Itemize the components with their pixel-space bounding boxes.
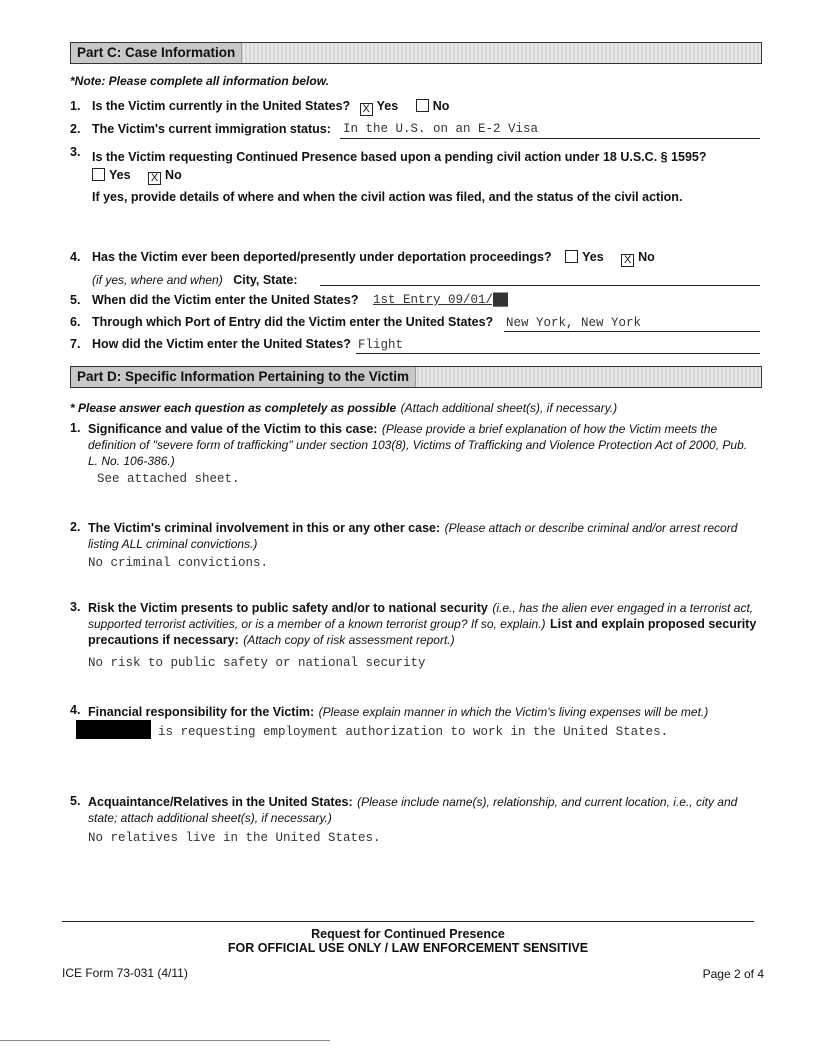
d-q4-hint: (Please explain manner in which the Victim's living expenses will be met.) (318, 705, 709, 719)
c-q7-label: How did the Victim enter the United States? (92, 337, 351, 351)
c-q7-answer[interactable]: Flight (358, 338, 404, 352)
c-q6-underline (504, 331, 760, 332)
c-q1-no-checkbox[interactable] (416, 99, 429, 112)
d-q2-hint: (Please attach or describe criminal and/or arrest record listing ALL criminal convictions.) (88, 521, 738, 551)
d-q5-label: Acquaintance/Relatives in the United States: (88, 795, 353, 809)
c-q2-underline (340, 138, 760, 139)
footer-form-id: ICE Form 73-031 (4/11) (62, 966, 188, 980)
d-q4-label: Financial responsibility for the Victim: (88, 705, 315, 719)
d-q3-hint: (i.e., has the alien ever engaged in a terrorist act, supported terrorist activities, or is a member of a known terrorist group? If so, explain.) (88, 601, 754, 631)
c-q1 (92, 99, 449, 116)
part-c-title: Part C: Case Information (71, 43, 242, 63)
d-q4-text (88, 703, 708, 721)
c-q4-label: Has the Victim ever been deported/presently under deportation proceedings? (92, 250, 552, 264)
d-q3-hint2: (Attach copy of risk assessment report.) (243, 633, 455, 647)
c-q3-followup: If yes, provide details of where and when the civil action was filed, and the status of the civil action. (92, 190, 683, 204)
c-q3-options (86, 168, 182, 185)
c-q3-yes-checkbox[interactable] (92, 168, 105, 181)
d-q3-label: Risk the Victim presents to public safety and/or to national security (88, 601, 488, 615)
c-q5-label: When did the Victim enter the United States? (92, 293, 359, 307)
c-q6-number: 6. (70, 315, 81, 329)
footer-title: Request for Continued Presence (311, 927, 505, 941)
part-d-header (70, 366, 762, 388)
c-q4-city-state-label: City, State: (233, 273, 298, 287)
d-q1-answer[interactable]: See attached sheet. (97, 472, 240, 486)
c-q4-no-label: No (638, 250, 655, 264)
scan-edge (0, 1040, 330, 1041)
d-q1-label: Significance and value of the Victim to this case: (88, 422, 378, 436)
d-q4-answer[interactable]: is requesting employment authorization to work in the United States. (158, 725, 669, 739)
c-q1-number: 1. (70, 99, 81, 113)
c-q2-answer[interactable]: In the U.S. on an E-2 Visa (343, 122, 539, 136)
footer-subtitle: FOR OFFICIAL USE ONLY / LAW ENFORCEMENT SENSITIVE (227, 941, 589, 955)
footer-rule (62, 921, 754, 922)
c-q5-number: 5. (70, 293, 81, 307)
d-q3-label2: List and explain proposed security precautions if necessary: (88, 617, 757, 647)
c-q5-answer[interactable]: 1st Entry 09/01/██ (373, 293, 509, 307)
c-q3-number: 3. (70, 145, 81, 159)
part-d-intro-italic: (Attach additional sheet(s), if necessary.) (400, 401, 618, 415)
c-q4-sub-hint: (if yes, where and when) (92, 273, 223, 287)
c-q6-label: Through which Port of Entry did the Victim enter the United States? (92, 315, 494, 329)
part-c-note: *Note: Please complete all information below. (70, 74, 329, 88)
d-q3-number: 3. (70, 600, 81, 614)
c-q3-no-checkbox[interactable]: X (148, 172, 161, 185)
d-q1-number: 1. (70, 421, 81, 435)
c-q4-yes-label: Yes (582, 250, 604, 264)
c-q4-no-checkbox[interactable]: X (621, 254, 634, 267)
part-d-intro (70, 399, 617, 417)
footer-page-number: Page 2 of 4 (702, 967, 764, 981)
d-q1-text (88, 421, 760, 469)
c-q7-number: 7. (70, 337, 81, 351)
d-q5-answer[interactable]: No relatives live in the United States. (88, 831, 381, 845)
c-q1-no-label: No (432, 99, 450, 113)
c-q2-number: 2. (70, 122, 81, 136)
d-q3-text (88, 600, 764, 648)
redaction-box (76, 720, 151, 739)
d-q4-number: 4. (70, 703, 81, 717)
c-q1-yes-checkbox[interactable]: X (360, 103, 373, 116)
part-c-header (70, 42, 762, 64)
c-q4-yes-checkbox[interactable] (565, 250, 578, 263)
d-q2-label: The Victim's criminal involvement in this or any other case: (88, 521, 441, 535)
d-q2-number: 2. (70, 520, 81, 534)
d-q5-number: 5. (70, 794, 81, 808)
c-q4-number: 4. (70, 250, 81, 264)
d-q1-hint: (Please provide a brief explanation of how the Victim meets the definition of "severe form of trafficking" under section 103(8), Victims of Trafficking and Violence Protection Act of 2000, Pub. L. No. 106-386.) (88, 422, 748, 468)
c-q1-yes-label: Yes (376, 99, 399, 113)
d-q5-text (88, 794, 760, 826)
c-q3-no-label: No (165, 168, 182, 182)
part-d-intro-bold: * Please answer each question as completely as possible (70, 401, 397, 415)
c-q1-label: Is the Victim currently in the United States? (92, 99, 351, 113)
d-q2-text (88, 520, 760, 552)
c-q2-label: The Victim's current immigration status: (92, 122, 331, 136)
c-q4-sub (92, 271, 298, 289)
c-q4-city-state-field[interactable] (320, 285, 760, 286)
c-q3-label: Is the Victim requesting Continued Presence based upon a pending civil action under 18 U.S.C. § 1595? (92, 150, 707, 164)
c-q7-underline (356, 353, 760, 354)
d-q2-answer[interactable]: No criminal convictions. (88, 556, 269, 570)
c-q6-answer[interactable]: New York, New York (506, 316, 642, 330)
d-q5-hint: (Please include name(s), relationship, and current location, i.e., city and state; attach additional sheet(s), if necessary.) (88, 795, 738, 825)
d-q3-answer[interactable]: No risk to public safety or national security (88, 656, 426, 670)
c-q4 (92, 250, 655, 267)
part-d-title: Part D: Specific Information Pertaining to the Victim (71, 367, 416, 387)
c-q3-yes-label: Yes (109, 168, 131, 182)
